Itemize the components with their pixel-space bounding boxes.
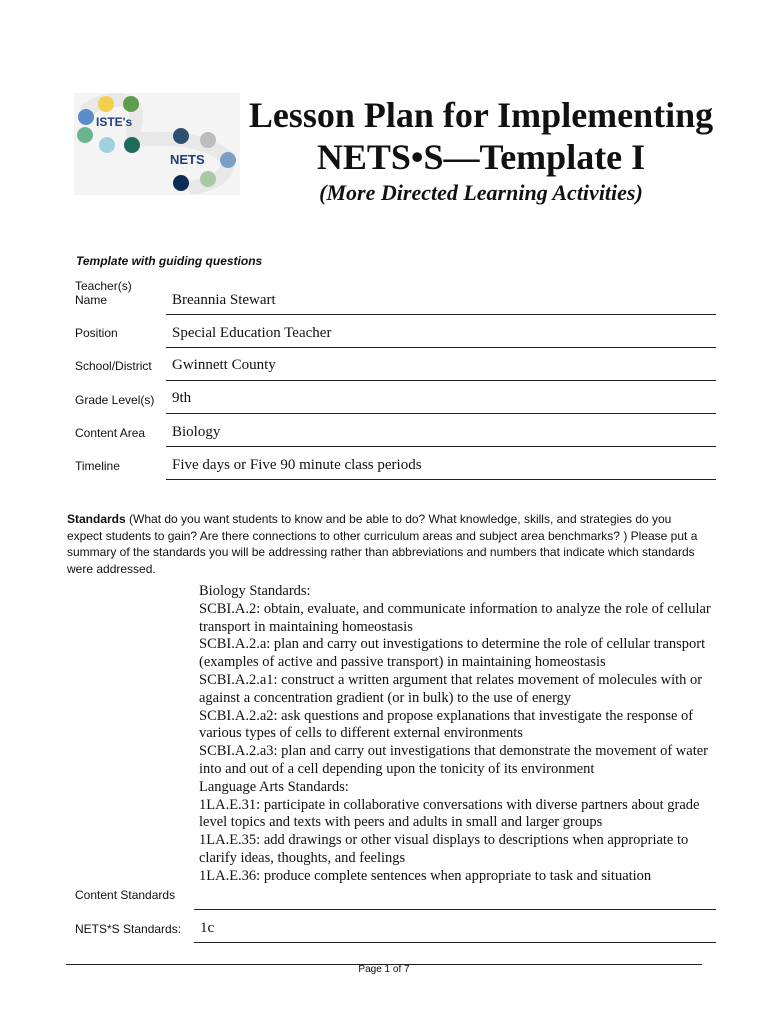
field-label: Timeline (75, 459, 120, 473)
standards-heading: Standards (67, 512, 126, 526)
field-label: Content Area (75, 426, 146, 440)
field-value: Five days or Five 90 minute class periods (172, 457, 422, 473)
title-block (244, 94, 718, 208)
field-underline (166, 413, 716, 414)
logo-text-nets: NETS (170, 152, 205, 167)
page-subtitle: (More Directed Learning Activities) (319, 180, 643, 205)
nets-standards-value: 1c (200, 920, 215, 936)
field-underline (166, 347, 716, 348)
content-standards-underline (194, 909, 716, 910)
field-underline (166, 314, 716, 315)
field-value: 9th (172, 390, 192, 406)
nets-standards-underline (194, 942, 716, 943)
field-value: Biology (172, 424, 221, 440)
field-underline (166, 479, 716, 480)
field-underline (166, 380, 716, 381)
content-standards-label: Content Standards (75, 888, 176, 902)
field-underline (166, 446, 716, 447)
standards-list: Biology Standards: SCBI.A.2: obtain, evaluate, and communicate information to analyze the role of cellular transport in maintaining homeostasis SCBI.A.2.a: plan and carry out investigations to determine the role of cellular transport (examples of active and passive transport) in maintaining homeostasis SCBI.A.2.a1: construct a written argument that relates movement of molecules with or against a concentration gradient (or in bulk) to the use of energy SCBI.A.2.a2: ask questions and propose explanations that investigate the response of various types of cells to different external environments SCBI.A.2.a3: plan and carry out investigations that demonstrate the movement of water into and out of a cell depending upon the tonicity of its environment Language Arts Standards: 1LA.E.31: participate in collaborative conversations with diverse partners about grade level topics and texts with peers and adults in small and larger groups 1LA.E.35: add drawings or other visual displays to descriptions when appropriate to clarify ideas, thoughts, and feelings 1LA.E.36: produce complete sentences when appropriate to task and situation (199, 583, 711, 884)
nets-standards-label: NETS*S Standards: (75, 922, 182, 936)
page-title-line2: NETS•S—Template I (316, 137, 646, 177)
field-label: Position (75, 326, 118, 340)
field-value: Breannia Stewart (172, 292, 276, 308)
field-label: Grade Level(s) (75, 393, 155, 407)
field-value: Gwinnett County (172, 357, 276, 373)
field-label: School/District (75, 359, 152, 373)
guide-label: Template with guiding questions (76, 254, 263, 268)
logo-text-istes: ISTE's (96, 115, 133, 129)
standards-guidance: (What do you want students to know and be able to do? What knowledge, skills, and strategies do you expect students to gain? Are there connections to other curriculum areas and subject area benchmarks? ) Please put a summary of the standards you will be addressing rather than abbreviations and numbers that indicate which standards were addressed. (67, 512, 698, 576)
field-label: Teacher(s) Name (75, 279, 132, 307)
page-title-line1: Lesson Plan for Implementing (248, 95, 714, 135)
page-number: Page 1 of 7 (358, 964, 410, 975)
field-value: Special Education Teacher (172, 325, 332, 341)
standards-intro (67, 511, 707, 577)
istes-nets-logo (74, 93, 240, 195)
